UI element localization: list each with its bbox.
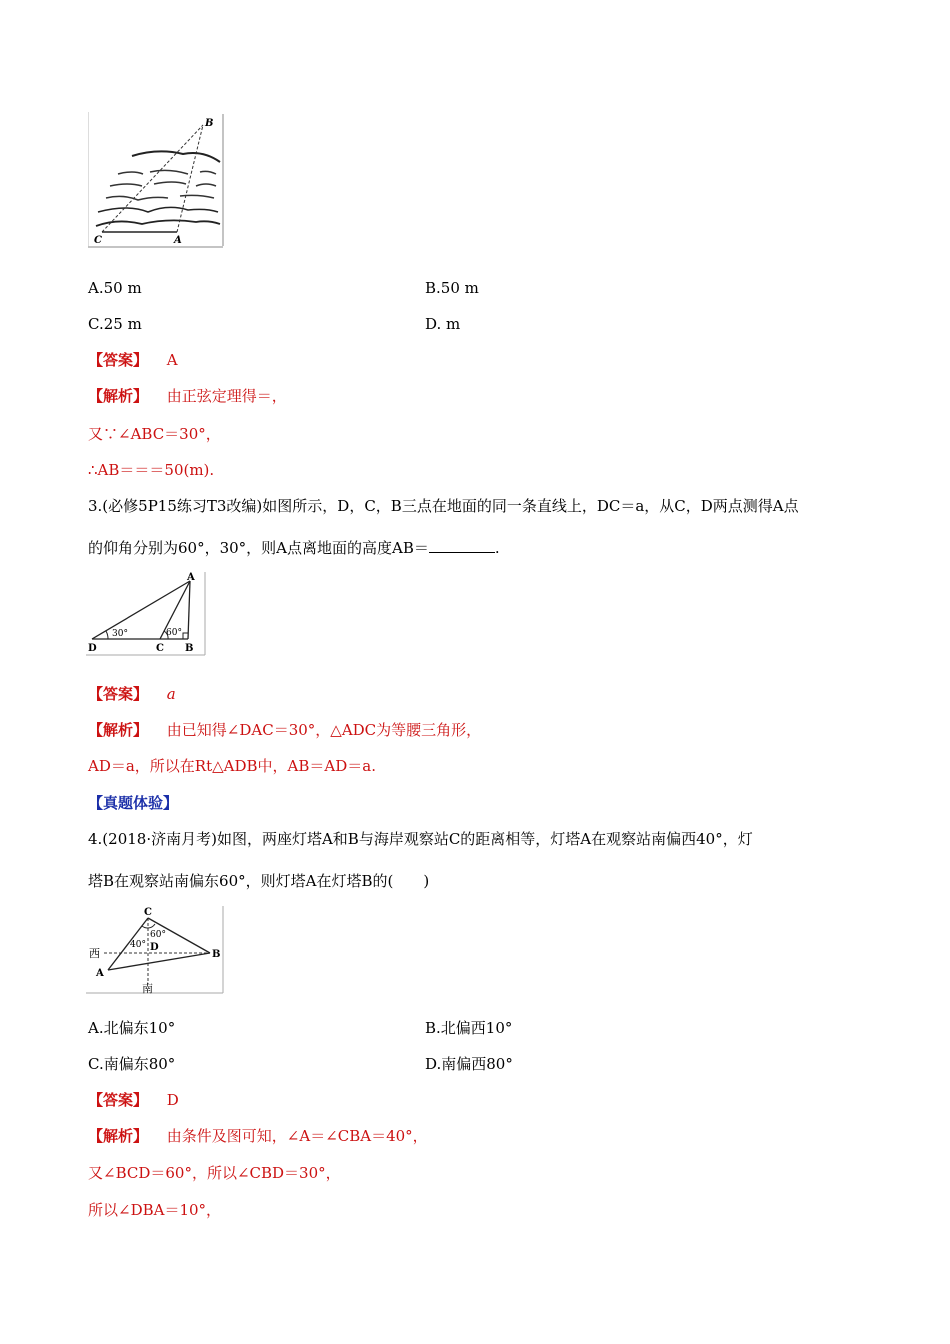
q4-analysis-line-1 <box>88 1126 428 1146</box>
q2-option-a: A.50 m <box>88 279 142 297</box>
fig4-angle-60: 60° <box>150 930 166 940</box>
fig4-label-a: A <box>96 968 104 979</box>
fig3-label-c: C <box>156 643 164 654</box>
q4-analysis-line-2: 又∠BCD＝60°，所以∠CBD＝30°， <box>88 1164 341 1182</box>
q4-analysis-text-1: 由条件及图可知，∠A＝∠CBA＝40°， <box>166 1127 428 1145</box>
q3-stem-text: 的仰角分别为60°，30°，则A点离地面的高度AB＝ <box>88 539 429 557</box>
q3-answer-line <box>88 684 176 704</box>
fig1-label-a: A <box>174 235 182 246</box>
q4-analysis-line-3: 所以∠DBA＝10°， <box>88 1201 222 1219</box>
q2-option-b: B.50 m <box>425 279 479 297</box>
fig3-angle-60: 60° <box>166 628 182 638</box>
q4-option-b: B.北偏西10° <box>425 1019 513 1037</box>
analysis-tag: 【解析】 <box>88 721 149 739</box>
q4-option-c: C.南偏东80° <box>88 1055 176 1073</box>
q3-stem-period: . <box>494 539 500 557</box>
q2-analysis-line-2: 又∵∠ABC＝30°， <box>88 425 221 443</box>
fig4-label-c: C <box>144 907 152 918</box>
q3-analysis-text-1: 由已知得∠DAC＝30°，△ADC为等腰三角形， <box>166 721 482 739</box>
fig4-label-b: B <box>212 949 221 960</box>
answer-tag: 【答案】 <box>88 351 149 369</box>
fig4-angle-40: 40° <box>130 940 146 950</box>
fig4-south: 南 <box>142 982 153 994</box>
q2-answer-line <box>88 350 178 370</box>
q2-analysis-line-1 <box>88 386 287 406</box>
fig3-angle-30: 30° <box>112 629 128 639</box>
q4-stem-line-1: 4.(2018·济南月考)如图，两座灯塔A和B与海岸观察站C的距离相等，灯塔A在观察站南偏西40°，灯 <box>88 830 753 848</box>
q4-option-a: A.北偏东10° <box>88 1019 176 1037</box>
q3-analysis-line-1 <box>88 720 481 740</box>
q2-analysis-text-1: 由正弦定理得＝， <box>166 387 287 405</box>
analysis-tag: 【解析】 <box>88 387 149 405</box>
answer-blank <box>429 538 495 553</box>
q2-analysis-line-3: ∴AB＝＝＝50(m). <box>88 461 215 479</box>
section-heading: 【真题体验】 <box>88 794 179 812</box>
river-figure <box>88 112 224 248</box>
q2-answer: A <box>166 351 178 369</box>
q4-answer-line <box>88 1090 179 1110</box>
fig4-label-d: D <box>150 942 159 953</box>
fig3-label-a: A <box>187 572 195 583</box>
analysis-tag: 【解析】 <box>88 1127 149 1145</box>
q3-stem-line-1: 3.(必修5P15练习T3改编)如图所示，D，C，B三点在地面的同一条直线上，DC＝a，从C，D两点测得A点 <box>88 497 799 515</box>
q2-option-c: C.25 m <box>88 315 142 333</box>
fig3-label-b: B <box>185 643 194 654</box>
triangle-figure <box>86 570 206 656</box>
fig1-label-b: B <box>205 118 214 129</box>
q4-answer: D <box>166 1091 179 1109</box>
q3-stem-line-2 <box>88 538 500 558</box>
q4-option-d: D.南偏西80° <box>425 1055 513 1073</box>
answer-tag: 【答案】 <box>88 1091 149 1109</box>
q3-analysis-line-2: AD＝a，所以在Rt△ADB中，AB＝AD＝a. <box>88 757 376 775</box>
q3-answer: a <box>166 685 176 703</box>
q4-stem-line-2: 塔B在观察站南偏东60°，则灯塔A在灯塔B的( ) <box>88 872 430 890</box>
lighthouse-figure <box>86 904 224 994</box>
q2-option-d: D. m <box>425 315 461 333</box>
fig4-west: 西 <box>89 947 100 960</box>
answer-tag: 【答案】 <box>88 685 149 703</box>
fig3-label-d: D <box>88 643 97 654</box>
fig1-label-c: C <box>94 235 102 246</box>
